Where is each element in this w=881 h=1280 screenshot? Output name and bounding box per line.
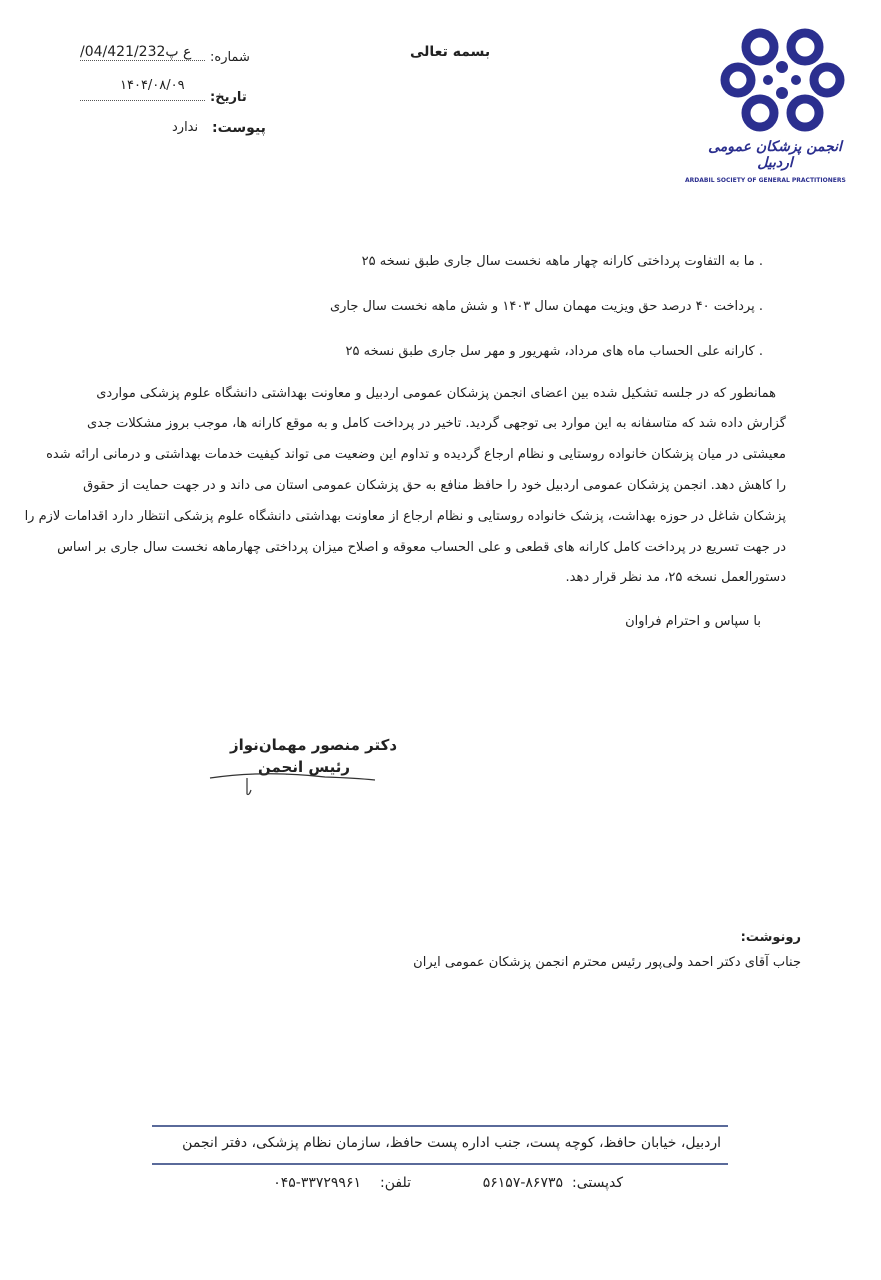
bismillah: بسمه تعالی: [410, 44, 491, 60]
cc-recipient: جناب آقای دکتر احمد ولی‌پور رئیس محترم انجمن پزشکان عمومی ایران: [413, 955, 801, 970]
logo-name-fa: انجمن پزشکان عمومی اردبیل: [708, 139, 842, 171]
date-value: ۱۴۰۴/۰۸/۰۹: [120, 78, 185, 93]
cc-label: رونوشت:: [740, 930, 801, 945]
body-line: را کاهش دهد. انجمن پزشکان عمومی اردبیل خود را حافظ منافع به حق پزشکان عمومی استان می داند و در جهت حمایت از حقوق: [83, 478, 786, 493]
footer-address: اردبیل، خیابان حافظ، کوچه پست، جنب اداره پست حافظ، سازمان نظام پزشکی، دفتر انجمن: [182, 1135, 721, 1151]
body-line: در جهت تسریع در پرداخت کامل کارانه های قطعی و علی الحساب معوقه و اصلاح میزان پرداختی چهارماهه نخست سال جاری بر اساس: [57, 540, 786, 555]
body-line: همانطور که در جلسه تشکیل شده بین اعضای انجمن پزشکان عمومی اردبیل و معاونت بهداشتی دانشگاه علوم پزشکی مواردی: [96, 386, 776, 401]
footer-postal-value: ۵۶۱۵۷-۸۶۷۳۵: [482, 1175, 563, 1191]
list-item: . پرداخت ۴۰ درصد حق ویزیت مهمان سال ۱۴۰۳ و شش ماهه نخست سال جاری: [329, 299, 763, 314]
date-label: تاریخ:: [210, 90, 247, 105]
number-label: شماره:: [210, 50, 250, 65]
logo-name-en: ARDABIL SOCIETY OF GENERAL PRACTITIONERS: [685, 177, 846, 184]
attachment-label: پیوست:: [212, 120, 266, 136]
signatory-title: رئیس انجمن: [258, 758, 350, 776]
footer-phone-label: تلفن:: [380, 1175, 411, 1191]
body-line: دستورالعمل نسخه ۲۵، مد نظر قرار دهد.: [565, 570, 786, 585]
logo-emblem-icon: [720, 25, 845, 135]
body-line: معیشتی در میان پزشکان خانواده روستایی و نظام ارجاع گردیده و تداوم این وضعیت می تواند کیفیت خدمات بهداشتی و درمانی ارائه شده: [46, 447, 786, 462]
signature-icon: [205, 760, 380, 800]
attachment-value: ندارد: [172, 120, 199, 135]
body-line: پزشکان شاغل در حوزه بهداشت، پزشک خانواده روستایی و نظام ارجاع از معاونت بهداشتی دانشگاه علوم پزشکی انتظار دارد اقدامات لازم را: [24, 509, 786, 524]
footer-divider-top: [152, 1125, 728, 1127]
footer-postal-label: کدپستی:: [571, 1175, 623, 1191]
list-item: . ما به التفاوت پرداختی کارانه چهار ماهه نخست سال جاری طبق نسخه ۲۵: [361, 254, 763, 269]
date-line: [80, 100, 205, 101]
logo: [685, 25, 846, 184]
number-value: /04/421/232ع پ: [80, 44, 205, 61]
closing: با سپاس و احترام فراوان: [625, 614, 761, 629]
list-item: . کارانه علی الحساب ماه های مرداد، شهریور و مهر سل جاری طبق نسخه ۲۵: [345, 344, 763, 359]
body-line: گزارش داده شد که متاسفانه به این موارد بی توجهی گردید. تاخیر در پرداخت کامل و به موقع کارانه ها، موجب بروز مشکلات جدی: [87, 416, 786, 431]
footer-phone-value: ۰۴۵-۳۳۷۲۹۹۶۱: [273, 1175, 361, 1191]
signatory-name: دکتر منصور مهمان‌نواز: [230, 736, 398, 754]
footer-divider-bottom: [152, 1163, 728, 1165]
